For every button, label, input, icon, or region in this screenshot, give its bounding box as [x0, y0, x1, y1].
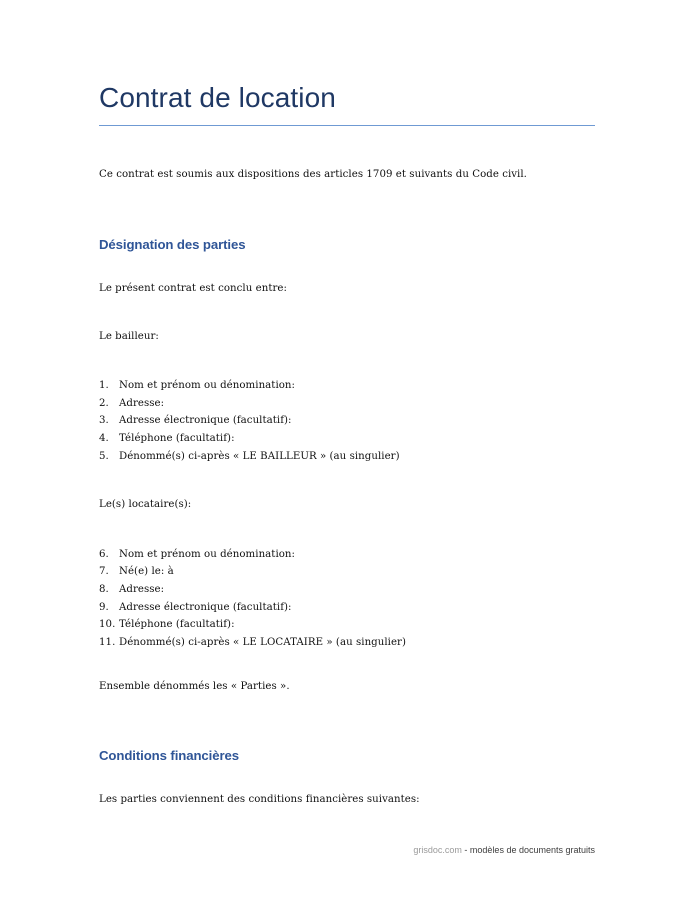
paragraph-contrat-conclu-entre: Le présent contrat est conclu entre:: [99, 282, 287, 294]
page-title: Contrat de location: [99, 82, 336, 113]
footer-brand: grisdoc.com: [413, 845, 462, 855]
list-item: [99, 377, 595, 395]
list-item: [99, 448, 595, 466]
intro-paragraph: Ce contrat est soumis aux dispositions des articles 1709 et suivants du Code civil.: [99, 169, 527, 181]
list-item-number: 6.: [99, 548, 109, 560]
list-item: [99, 412, 595, 430]
list-item-number: 8.: [99, 583, 109, 595]
title-underline-rule: [99, 125, 595, 126]
list-item: [99, 581, 595, 599]
list-item-label: Adresse:: [119, 397, 165, 409]
page-footer: [99, 845, 595, 856]
list-item-number: 3.: [99, 415, 109, 427]
paragraph-le-bailleur: Le bailleur:: [99, 330, 159, 342]
list-item-label: Dénommé(s) ci-après « LE BAILLEUR » (au singulier): [119, 450, 400, 462]
list-item-number: 7.: [99, 566, 109, 578]
bailleur-numbered-list: [99, 377, 595, 465]
list-item: [99, 546, 595, 564]
list-item-number: 1.: [99, 380, 109, 392]
list-item: [99, 634, 595, 652]
list-item-label: Adresse électronique (facultatif):: [119, 415, 292, 427]
list-item-label: Téléphone (facultatif):: [119, 619, 235, 631]
list-item: [99, 563, 595, 581]
list-item: [99, 616, 595, 634]
list-item-number: 2.: [99, 397, 109, 409]
list-item-label: Nom et prénom ou dénomination:: [119, 380, 296, 392]
document-content: [99, 0, 595, 808]
paragraph-ensemble-denommes-parties: Ensemble dénommés les « Parties ».: [99, 681, 290, 693]
list-item-number: 11.: [99, 636, 116, 648]
list-item-number: 5.: [99, 450, 109, 462]
list-item-label: Adresse électronique (facultatif):: [119, 601, 292, 613]
footer-tagline: - modèles de documents gratuits: [461, 845, 595, 855]
list-item-number: 9.: [99, 601, 109, 613]
list-item-label: Téléphone (facultatif):: [119, 433, 235, 445]
locataire-numbered-list: [99, 546, 595, 651]
list-item-label: Né(e) le: à: [119, 566, 174, 578]
list-item: [99, 395, 595, 413]
list-item-label: Nom et prénom ou dénomination:: [119, 548, 296, 560]
paragraph-conditions-financieres-intro: Les parties conviennent des conditions financières suivantes:: [99, 793, 420, 805]
list-item-number: 10.: [99, 619, 116, 631]
list-item: [99, 430, 595, 448]
list-item-label: Adresse:: [119, 583, 165, 595]
section-heading-conditions-financieres: Conditions financières: [99, 747, 239, 763]
list-item-label: Dénommé(s) ci-après « LE LOCATAIRE » (au singulier): [119, 636, 406, 648]
list-item: [99, 599, 595, 617]
list-item-number: 4.: [99, 433, 109, 445]
section-heading-designation-des-parties: Désignation des parties: [99, 236, 246, 252]
paragraph-les-locataires: Le(s) locataire(s):: [99, 499, 192, 511]
